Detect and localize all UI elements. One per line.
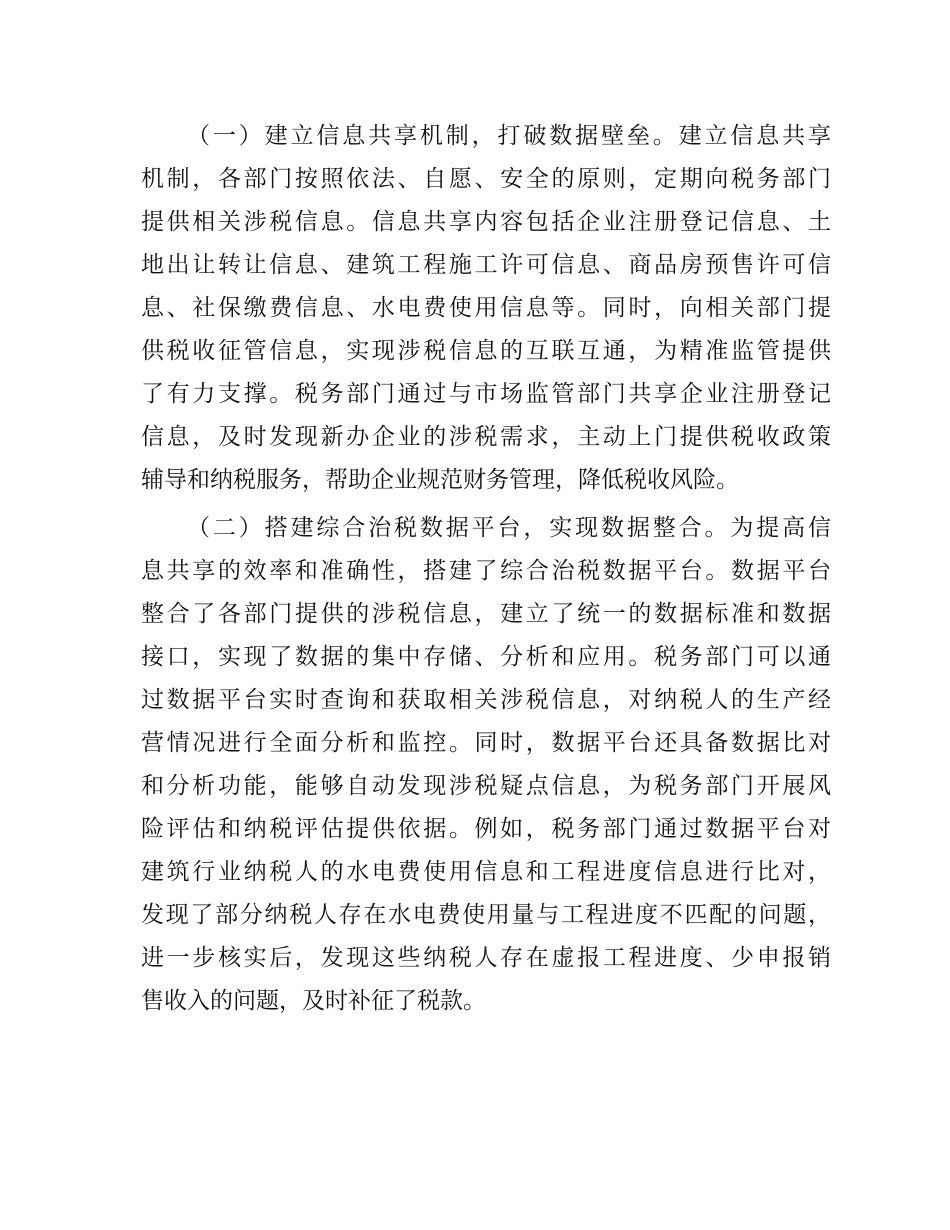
paragraph-data-platform	[141, 507, 831, 1023]
text-line: 了有力支撑。税务部门通过与市场监管部门共享企业注册登记	[141, 381, 831, 407]
text-line: 营情况进行全面分析和监控。同时，数据平台还具备数据比对	[141, 730, 831, 756]
text-line: 信息，及时发现新办企业的涉税需求，主动上门提供税收政策	[141, 424, 831, 450]
text-line: 险评估和纳税评估提供依据。例如，税务部门通过数据平台对	[141, 816, 831, 842]
text-line: 地出让转让信息、建筑工程施工许可信息、商品房预售许可信	[141, 252, 831, 278]
text-line: 发现了部分纳税人存在水电费使用量与工程进度不匹配的问题，	[141, 902, 831, 928]
text-line: 辅导和纳税服务，帮助企业规范财务管理，降低税收风险。	[141, 467, 739, 493]
text-line: 进一步核实后，发现这些纳税人存在虚报工程进度、少申报销	[141, 945, 831, 971]
text-line: 接口，实现了数据的集中存储、分析和应用。税务部门可以通	[141, 644, 831, 670]
text-line: 机制，各部门按照依法、自愿、安全的原则，定期向税务部门	[141, 166, 831, 192]
text-line: 过数据平台实时查询和获取相关涉税信息，对纳税人的生产经	[141, 687, 831, 713]
text-line: 供税收征管信息，实现涉税信息的互联互通，为精准监管提供	[141, 338, 831, 364]
text-line: 息、社保缴费信息、水电费使用信息等。同时，向相关部门提	[141, 295, 831, 321]
text-line: （一）建立信息共享机制，打破数据壁垒。建立信息共享	[187, 123, 831, 149]
text-line: 息共享的效率和准确性，搭建了综合治税数据平台。数据平台	[141, 558, 831, 584]
text-line: 建筑行业纳税人的水电费使用信息和工程进度信息进行比对，	[141, 859, 831, 885]
document-body	[141, 115, 831, 1023]
text-line: 和分析功能，能够自动发现涉税疑点信息，为税务部门开展风	[141, 773, 831, 799]
text-line: （二）搭建综合治税数据平台，实现数据整合。为提高信	[187, 515, 831, 541]
text-line: 提供相关涉税信息。信息共享内容包括企业注册登记信息、土	[141, 209, 831, 235]
text-line: 整合了各部门提供的涉税信息，建立了统一的数据标准和数据	[141, 601, 831, 627]
paragraph-information-sharing	[141, 115, 831, 502]
text-line: 售收入的问题，及时补征了税款。	[141, 988, 486, 1014]
